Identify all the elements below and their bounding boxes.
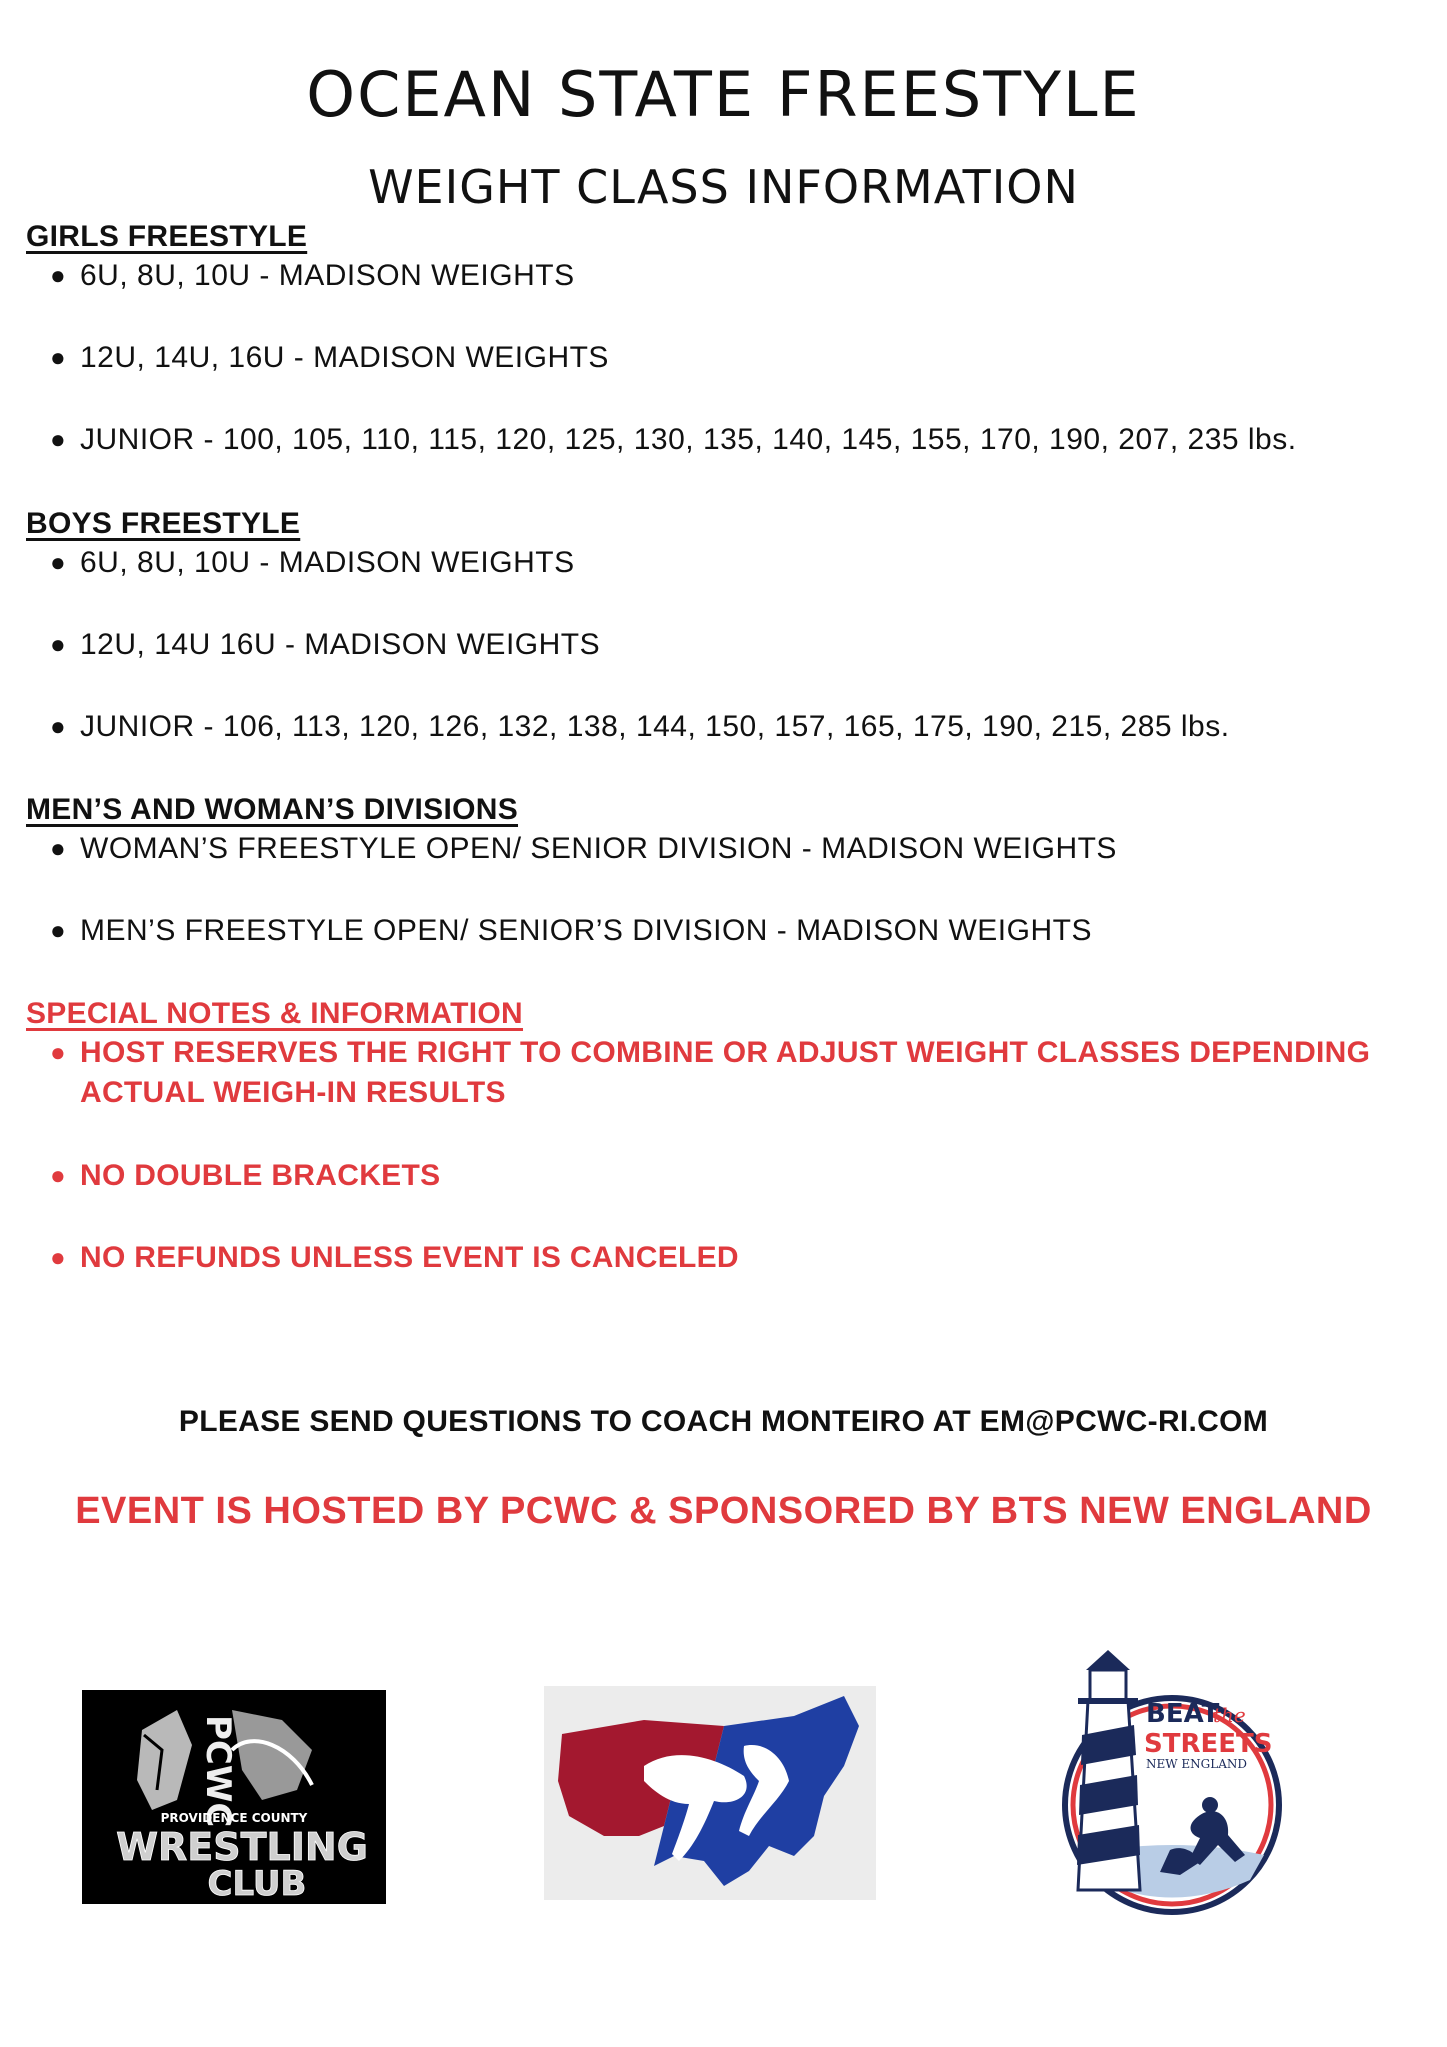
list-item: ● 6U, 8U, 10U - MADISON WEIGHTS [50, 256, 575, 296]
page-title: OCEAN STATE FREESTYLE [306, 58, 1141, 131]
bullet-icon: ● [50, 547, 67, 577]
bullet-icon: ● [50, 342, 67, 372]
page-subtitle: WEIGHT CLASS INFORMATION [368, 160, 1079, 214]
hosted-line: EVENT IS HOSTED BY PCWC & SPONSORED BY BTS NEW ENGLAND [75, 1490, 1372, 1532]
list-item: ● JUNIOR - 106, 113, 120, 126, 132, 138, 144, 150, 157, 165, 175, 190, 215, 285 lbs. [50, 707, 1230, 747]
bullet-icon: ● [50, 260, 67, 290]
pcwc-line2: WRESTLING [116, 1825, 368, 1869]
girls-freestyle-heading: GIRLS FREESTYLE [26, 220, 308, 253]
bts-line3: NEW ENGLAND [1146, 1757, 1248, 1771]
pcwc-line1: PROVIDENCE COUNTY [160, 1811, 308, 1825]
special-notes-heading: SPECIAL NOTES & INFORMATION [26, 997, 524, 1030]
bullet-icon: ● [50, 915, 67, 945]
note-item: ● NO DOUBLE BRACKETS [50, 1156, 1447, 1196]
bts-line1b: the [1213, 1703, 1246, 1727]
bts-logo-art [1050, 1640, 1290, 1920]
pcwc-letters: PCWC [198, 1715, 238, 1828]
list-item: ● JUNIOR - 100, 105, 110, 115, 120, 125, 130, 135, 140, 145, 155, 170, 190, 207, 235 lbs. [50, 420, 1297, 460]
list-item: ● 6U, 8U, 10U - MADISON WEIGHTS [50, 543, 575, 583]
divisions-heading: MEN’S AND WOMAN’S DIVISIONS [26, 793, 519, 826]
bullet-icon: ● [50, 1242, 67, 1272]
list-item: ● WOMAN’S FREESTYLE OPEN/ SENIOR DIVISION - MADISON WEIGHTS [50, 829, 1117, 869]
bullet-icon: ● [50, 629, 67, 659]
bullet-icon: ● [50, 424, 67, 454]
note-item: ● HOST RESERVES THE RIGHT TO COMBINE OR ADJUST WEIGHT CLASSES DEPENDING ACTUAL WEIGH-IN RESULTS [50, 1033, 1447, 1113]
pcwc-line3: CLUB [207, 1864, 307, 1904]
bts-line1: BEAT [1146, 1699, 1220, 1729]
pcwc-logo-art [82, 1690, 386, 1904]
note-item: ● NO REFUNDS UNLESS EVENT IS CANCELED [50, 1238, 1447, 1278]
list-item: ● 12U, 14U 16U - MADISON WEIGHTS [50, 625, 600, 665]
pcwc-logo [82, 1690, 386, 1904]
boys-freestyle-heading: BOYS FREESTYLE [26, 507, 301, 540]
bts-line2: STREETS [1144, 1729, 1273, 1759]
list-item: ● MEN’S FREESTYLE OPEN/ SENIOR’S DIVISION - MADISON WEIGHTS [50, 911, 1092, 951]
bullet-icon: ● [50, 833, 67, 863]
list-item: ● 12U, 14U, 16U - MADISON WEIGHTS [50, 338, 609, 378]
usa-map-art [544, 1686, 876, 1900]
usa-map-logo [544, 1686, 876, 1900]
bts-logo [1050, 1640, 1290, 1920]
bullet-icon: ● [50, 1160, 67, 1190]
bullet-icon: ● [50, 711, 67, 741]
bullet-icon: ● [50, 1037, 67, 1067]
contact-line: PLEASE SEND QUESTIONS TO COACH MONTEIRO AT EM@PCWC-RI.COM [178, 1405, 1269, 1438]
